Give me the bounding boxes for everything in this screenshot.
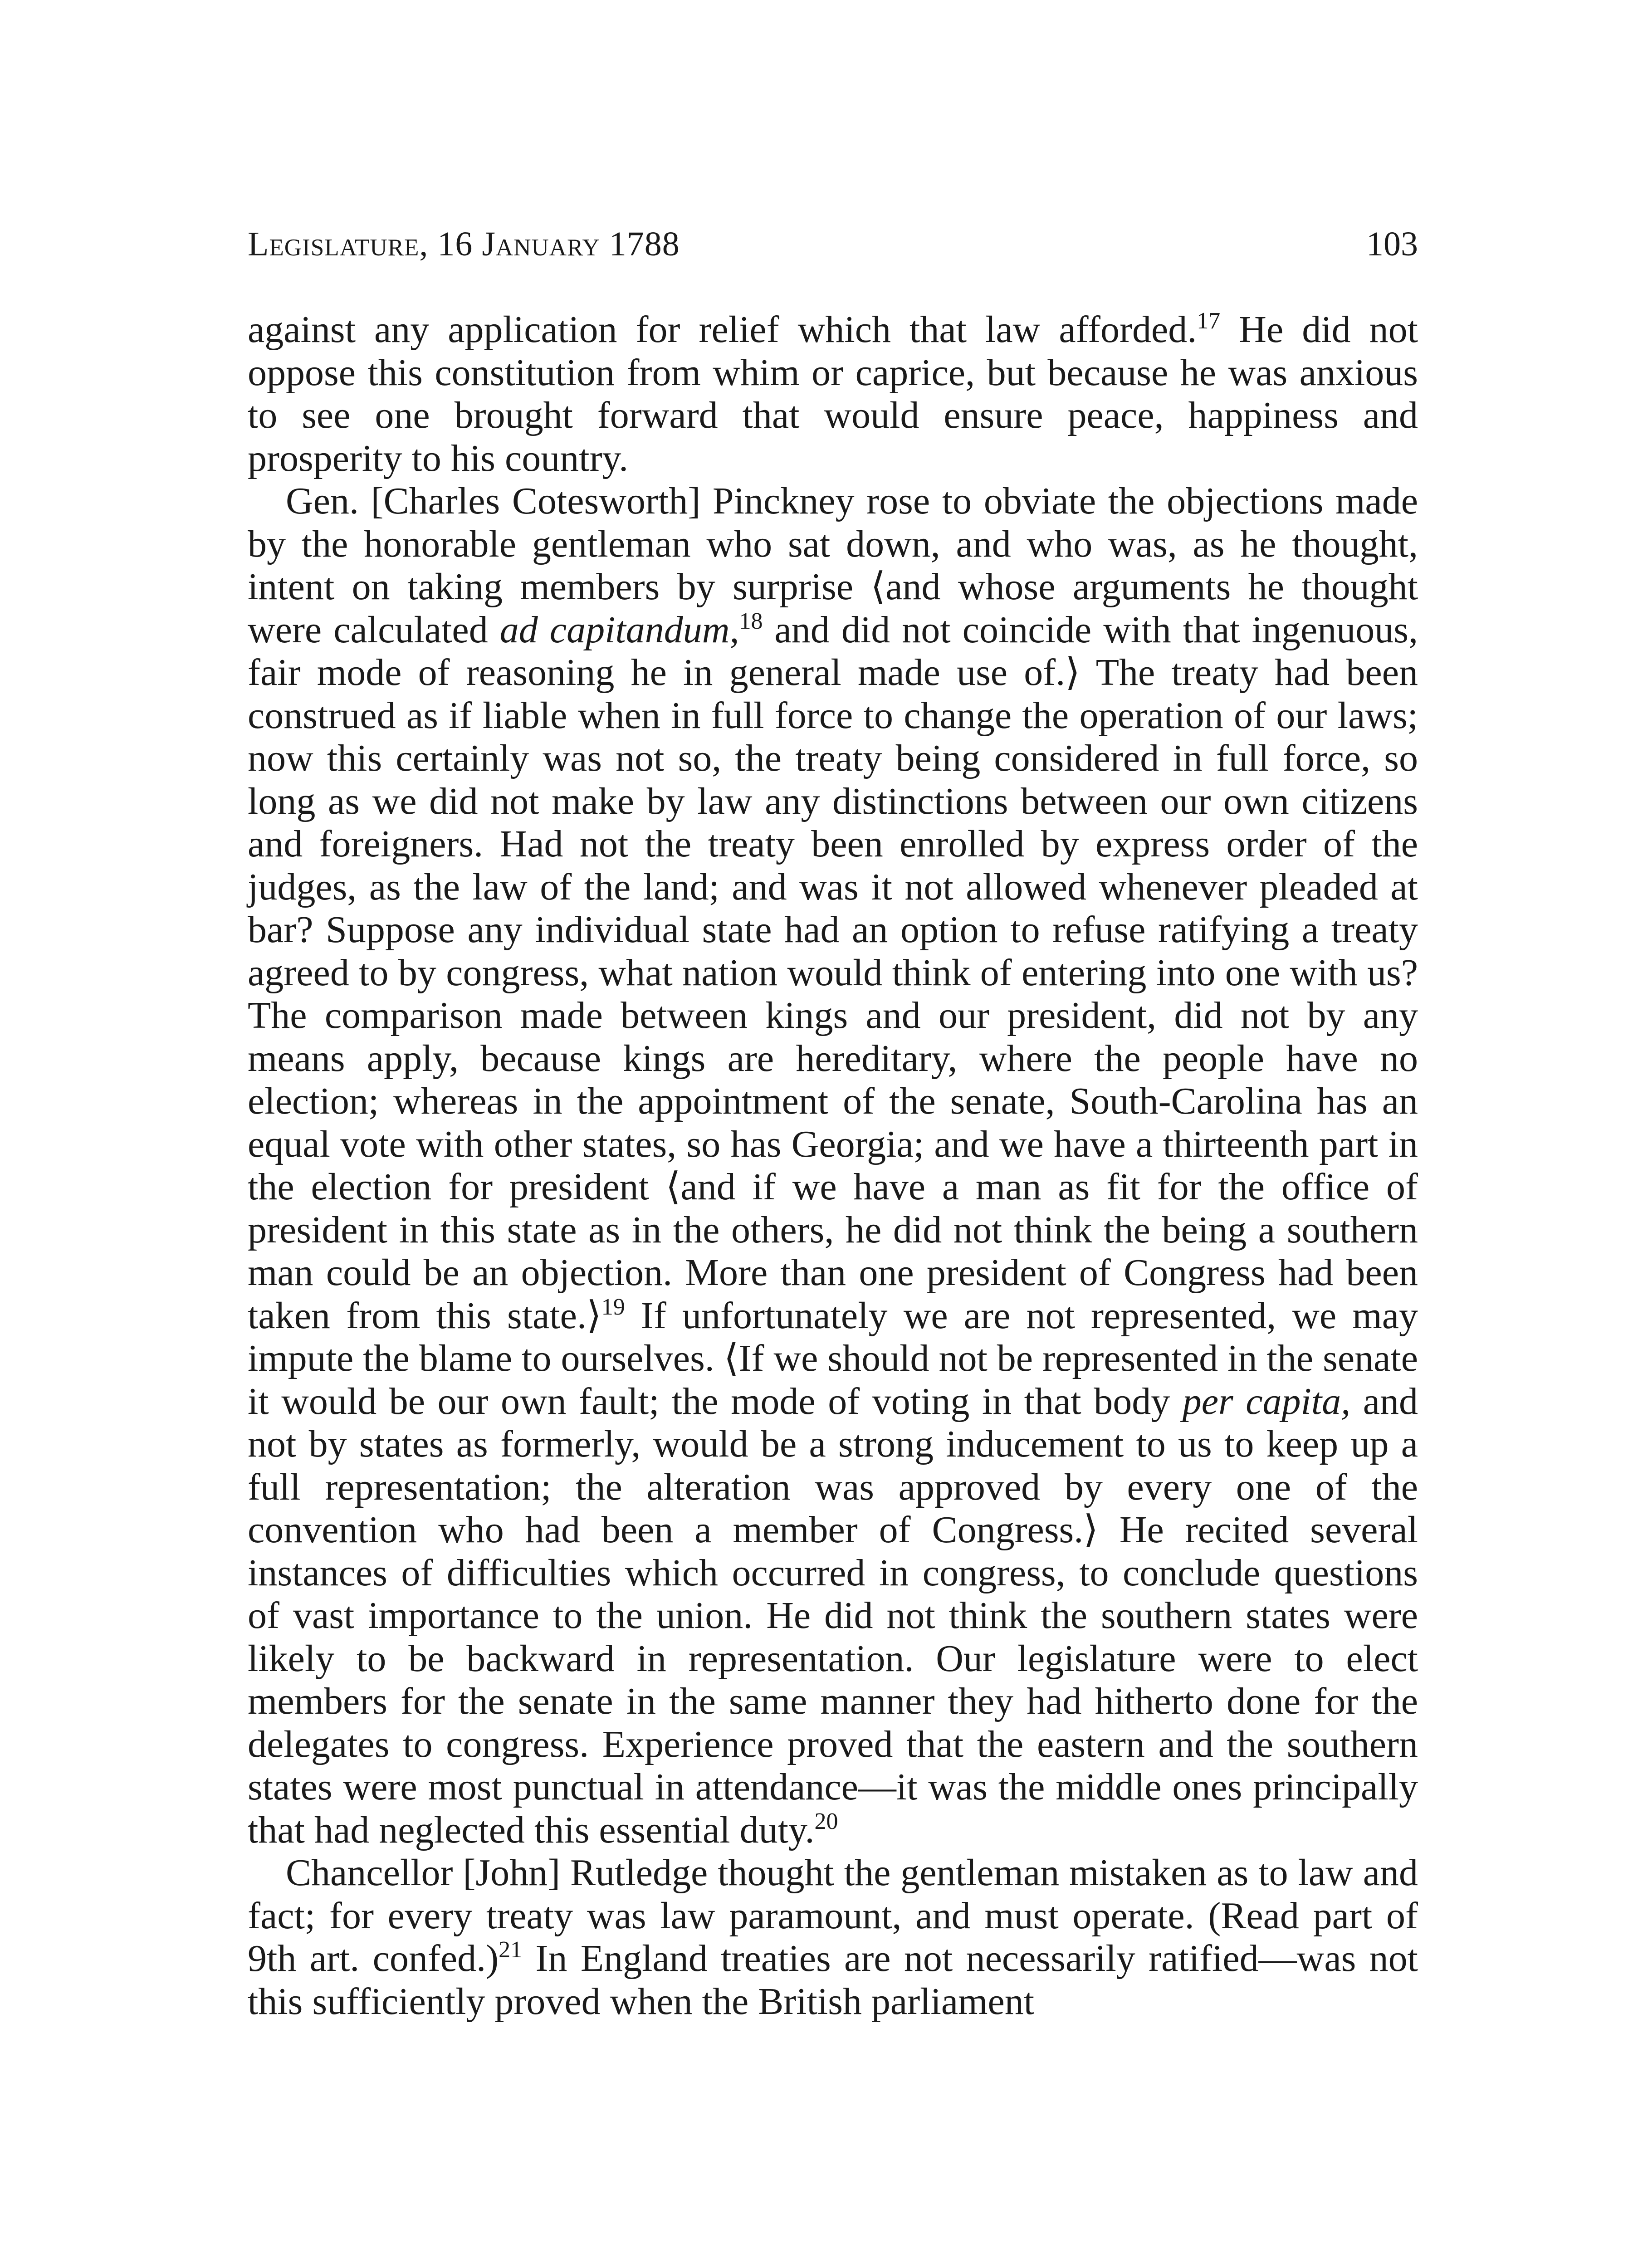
paragraph <box>248 308 1418 480</box>
italic-phrase: ad capitandum, <box>499 608 739 651</box>
text-run: against any application for relief which that law afforded. <box>248 308 1197 351</box>
text-run: Gen. [Charles Cotesworth] Pinckney rose to obviate the objections made by the honorable gentleman who sat down, and who was, as he thought, intent on taking members by surprise ⟨and whose arguments he thought were calculated <box>248 480 1418 651</box>
text-run: If unfortunately we are not represented, we may impute the blame to ourselves. ⟨If we should not be represented in the senate it would be our own fault; the mode of voting in that body <box>248 1294 1418 1422</box>
text-run: and not by states as formerly, would be a strong inducement to us to keep up a full representation; the alteration was approved by every one of the convention who had been a member of Congress.⟩ He recited several instances of difficulties which occurred in congress, to conclude questions of vast importance to the union. He did not think the southern states were likely to be backward in representation. Our legislature were to elect members for the senate in the same manner they had hitherto done for the delegates to congress. Experience proved that the eastern and the southern states were most punctual in attendance—it was the middle ones principally that had neglected this essential duty. <box>248 1380 1418 1851</box>
footnote-ref: 17 <box>1197 308 1221 334</box>
text-run: and did not coincide with that ingenuous, fair mode of reasoning he in general made use of.⟩ The treaty had been construed as if liable when in full force to change the operation of our laws; now this certainly was not so, the treaty being considered in full force, so long as we did not make by law any distinctions between our own citizens and foreigners. Had not the treaty been enrolled by express order of the judges, as the law of the land; and was it not allowed whenever pleaded at bar? Suppose any individual state had an option to refuse ratifying a treaty agreed to by congress, what nation would think of entering into one with us? The comparison made between kings and our president, did not by any means apply, because kings are hereditary, where the people have no election; whereas in the appointment of the senate, South-Carolina has an equal vote with other states, so has Georgia; and we have a thirteenth part in the election for president ⟨and if we have a man as fit for the office of president in this state as in the others, he did not think the being a southern man could be an objection. More than one president of Congress had been taken from this state.⟩ <box>248 608 1418 1337</box>
footnote-ref: 20 <box>814 1808 838 1834</box>
footnote-ref: 18 <box>739 608 763 634</box>
running-head <box>248 227 1418 261</box>
body-text <box>248 308 1418 2023</box>
footnote-ref: 19 <box>601 1294 625 1320</box>
text-run: He did not oppose this constitution from whim or caprice, but because he was anxious to see one brought forward that would ensure peace, happiness and prosperity to his country. <box>248 308 1418 479</box>
running-title: Legislature, 16 January 1788 <box>248 225 680 263</box>
paragraph <box>248 1852 1418 2023</box>
footnote-ref: 21 <box>499 1937 523 1963</box>
paragraph <box>248 480 1418 1852</box>
page-number: 103 <box>1366 225 1418 263</box>
italic-phrase: per capita, <box>1182 1380 1351 1422</box>
text-run: In England treaties are not necessarily ratified—was not this sufficiently proved when the British parliament <box>248 1937 1418 2023</box>
text-run: Chancellor [John] Rutledge thought the gentleman mistaken as to law and fact; for every treaty was law paramount, and must operate. (Read part of 9th art. confed.) <box>248 1852 1418 1980</box>
